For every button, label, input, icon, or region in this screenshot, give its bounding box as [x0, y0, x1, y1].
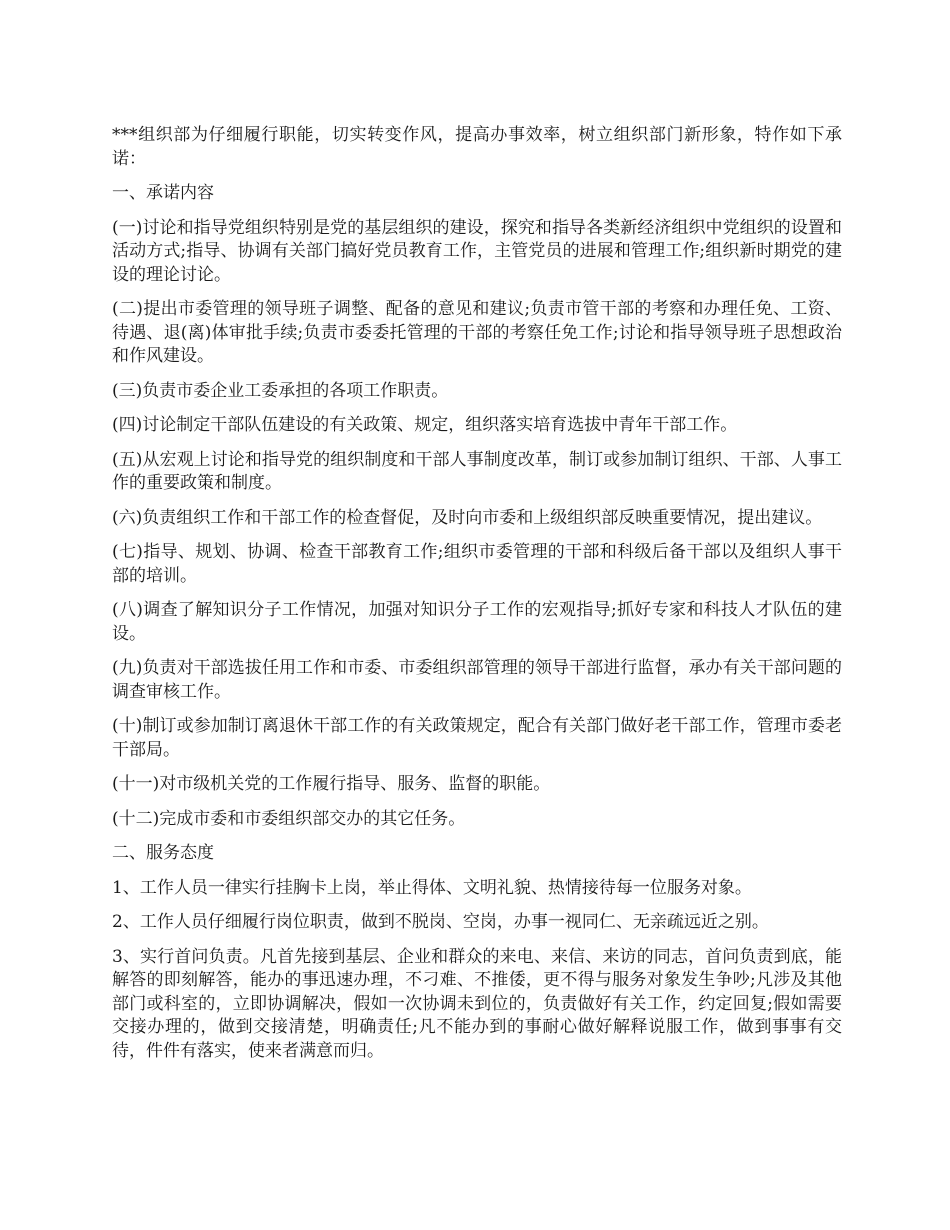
section-heading-service-attitude: 二、服务态度 — [112, 843, 214, 863]
commitment-item: (十一)对市级机关党的工作履行指导、服务、监督的职能。 — [112, 774, 551, 794]
commitment-item: (九)负责对干部选拔任用工作和市委、市委组织部管理的领导干部进行监督，承办有关干部问题的调查审核工作。 — [112, 658, 842, 702]
commitment-item: (十二)完成市委和市委组织部交办的其它任务。 — [112, 808, 466, 829]
commitment-item: (七)指导、规划、协调、检查干部教育工作;组织市委管理的干部和科级后备干部以及组织人事干部的培训。 — [112, 542, 842, 586]
document-page — [112, 124, 842, 1074]
intro-paragraph: ***组织部为仔细履行职能，切实转变作风，提高办事效率，树立组织部门新形象，特作如下承诺： — [112, 125, 842, 169]
service-item: 3、实行首问负责。凡首先接到基层、企业和群众的来电、来信、来访的同志，首问负责到底，能解答的即刻解答，能办的事迅速办理，不刁难、不推倭，更不得与服务对象发生争吵;凡涉及其他部门或科室的，立即协调解决，假如一次协调未到位的，负责做好有关工作，约定回复;假如需要交接办理的，做到交接清楚，明确责任;凡不能办到的事耐心做好解释说服工作，做到事事有交待，件件有落实，使来者满意而归。 — [112, 946, 842, 1061]
commitment-item: (三)负责市委企业工委承担的各项工作职责。 — [112, 380, 449, 401]
commitment-item: (四)讨论制定干部队伍建设的有关政策、规定，组织落实培育选拔中青年干部工作。 — [112, 415, 738, 435]
commitment-item: (二)提出市委管理的领导班子调整、配备的意见和建议;负责市管干部的考察和办理任免、工资、待遇、退(离)体审批手续;负责市委委托管理的干部的考察任免工作;讨论和指导领导班子思想政治和作风建设。 — [112, 299, 842, 366]
section-heading-commitments: 一、承诺内容 — [112, 183, 214, 203]
service-item: 2、工作人员仔细履行岗位职责，做到不脱岗、空岗，办事一视同仁、无亲疏远近之别。 — [112, 912, 769, 932]
commitment-item: (六)负责组织工作和干部工作的检查督促，及时向市委和上级组织部反映重要情况，提出建议。 — [112, 507, 823, 528]
commitment-item: (一)讨论和指导党组织特别是党的基层组织的建设，探究和指导各类新经济组织中党组织的设置和活动方式;指导、协调有关部门搞好党员教育工作，主管党员的进展和管理工作;组织新时期党的建设的理论讨论。 — [112, 217, 842, 285]
service-item: 1、工作人员一律实行挂胸卡上岗，举止得体、文明礼貌、热情接待每一位服务对象。 — [112, 877, 752, 898]
commitment-item: (十)制订或参加制订离退休干部工作的有关政策规定，配合有关部门做好老干部工作，管理市委老干部局。 — [112, 716, 842, 760]
commitment-item: (五)从宏观上讨论和指导党的组织制度和干部人事制度改革，制订或参加制订组织、干部、人事工作的重要政策和制度。 — [112, 449, 842, 493]
commitment-item: (八)调查了解知识分子工作情况，加强对知识分子工作的宏观指导;抓好专家和科技人才队伍的建设。 — [112, 600, 842, 644]
